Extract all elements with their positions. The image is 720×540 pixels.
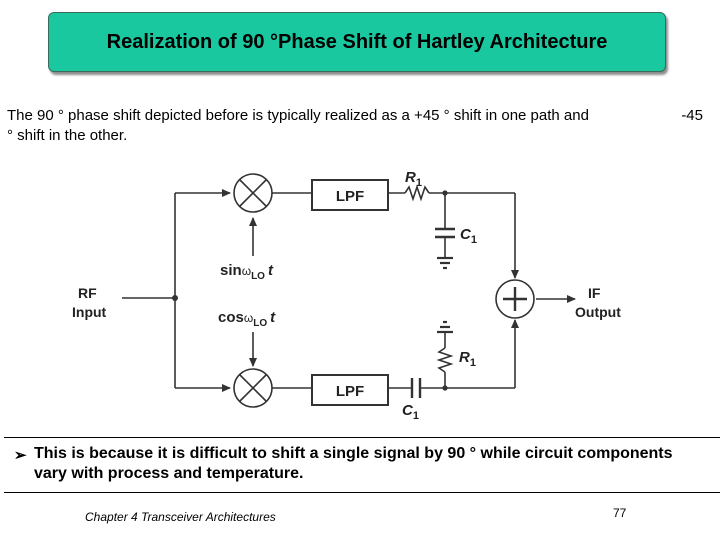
lo-cos-label <box>218 309 276 329</box>
intro-line-1-tail: -45 <box>681 107 703 124</box>
bottom-r1-node <box>442 385 447 390</box>
r1-top-subscript: 1 <box>415 177 422 189</box>
r1-bottom-subscript: 1 <box>469 357 476 369</box>
slide-title: Realization of 90 °Phase Shift of Hartley Architecture <box>106 30 608 53</box>
rf-split-node <box>172 295 178 301</box>
rf-label-2: Input <box>72 304 107 320</box>
lo-cos-omega: ω <box>243 311 254 325</box>
c1-bottom-label <box>402 402 419 422</box>
intro-paragraph <box>7 106 713 146</box>
rf-label-1: RF <box>78 285 97 301</box>
intro-line-2: ° shift in the other. <box>7 127 128 144</box>
if-label-2: Output <box>575 304 621 320</box>
lo-cos-t: t <box>270 309 276 326</box>
r1-bottom-symbol: R <box>459 349 470 366</box>
lpf-top-label: LPF <box>335 188 365 205</box>
lo-sin-fn: sin <box>220 262 242 279</box>
bullet-box <box>4 437 720 493</box>
bullet-text: This is because it is difficult to shift a single signal by 90 ° while circuit components vary with process and temperature. <box>34 445 673 482</box>
lo-sin-t: t <box>267 262 273 279</box>
bullet-arrow-icon: ➢ <box>14 447 27 464</box>
c1-top-label <box>460 226 477 246</box>
lo-sin-subscript: LO <box>251 271 265 282</box>
r1-top-label <box>405 169 422 189</box>
lo-cos-subscript: LO <box>253 318 268 329</box>
r1-top-symbol: R <box>405 169 416 186</box>
c1-bottom-symbol: C <box>402 402 413 419</box>
lo-sin-label <box>220 262 274 282</box>
hartley-block-diagram <box>0 160 720 435</box>
top-c1-node <box>442 190 447 195</box>
c1-top-symbol: C <box>460 226 471 243</box>
intro-line-1: The 90 ° phase shift depicted before is typically realized as a +45 ° shift in one path and <box>7 107 589 124</box>
c1-top-subscript: 1 <box>470 234 477 246</box>
r1-bottom-resistor <box>439 348 451 372</box>
if-label-1: IF <box>588 285 601 301</box>
page-number: 77 <box>613 506 627 520</box>
lo-cos-fn: cos <box>218 309 244 326</box>
title-banner <box>48 12 666 72</box>
footer-chapter: Chapter 4 Transceiver Architectures <box>85 510 276 524</box>
lpf-bottom-label: LPF <box>335 383 365 400</box>
c1-bottom-subscript: 1 <box>412 410 419 422</box>
lo-sin-omega: ω <box>241 264 252 278</box>
r1-bottom-label <box>459 349 476 369</box>
